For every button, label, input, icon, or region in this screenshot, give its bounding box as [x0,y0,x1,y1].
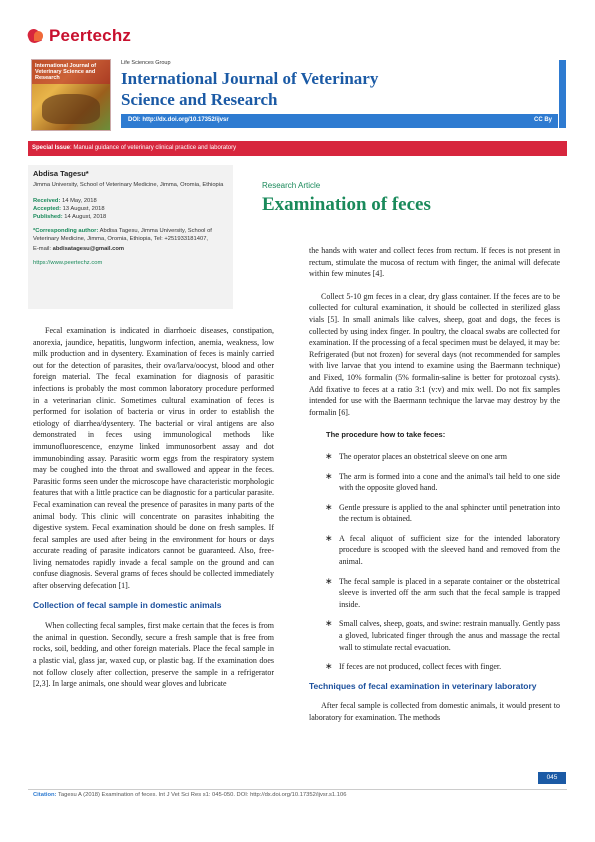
special-issue-text: : Manual guidance of veterinary clinical practice and laboratory [70,144,237,151]
list-item: ∗ The fecal sample is placed in a separate container or the obstetrical sleeve is inverted off the arm such that the fecal sample is trapped inside. [309,576,560,611]
license-badge: CC By [533,117,552,123]
author-info-box [28,165,233,309]
article-type: Research Article [262,181,321,190]
publisher-url-link[interactable]: https://www.peertechz.com [33,260,103,266]
procedure-list [309,451,560,673]
header-accent-stripe [559,60,566,128]
author-email-row: E-mail: abdisatagesu@gmail.com [33,246,125,252]
cover-title: International Journal of Veterinary Science and Research [35,63,97,81]
list-item: ∗ The arm is formed into a cone and the animal's tail held to one side with the opposite gloved hand. [309,471,560,494]
doi-bar [121,114,558,128]
author-affiliation: Jimma University, School of Veterinary Medicine, Jimma, Oromia, Ethiopia [33,182,224,188]
list-item: ∗ Gentle pressure is applied to the anal sphincter until penetration into the rectum is obtained. [309,502,560,525]
publisher-name: Peertechz [49,26,132,45]
list-item: ∗ A fecal aliquot of sufficient size for the intended laboratory procedure is scooped with the sleeved hand and removed from the animal. [309,533,560,568]
list-item: ∗ Small calves, sheep, goats, and swine: restrain manually. Gently pass a gloved, lubricated finger through the anus and massage the rectal wall to stimulate rectal evacuation. [309,618,560,653]
author-email-link[interactable]: abdisatagesu@gmail.com [52,246,125,252]
section-heading-collection: Collection of fecal sample in domestic animals [33,599,222,610]
journal-doi-link[interactable]: DOI: http://dx.doi.org/10.17352/ijvsr [128,117,229,123]
citation-line: Citation: Tagesu A (2018) Examination of feces. Int J Vet Sci Res s1: 045-050. DOI: http://dx.doi.org/10.17352/ijvsr.s1.106 [33,792,347,798]
body-column-left [33,325,274,690]
peertechz-logo-icon [28,27,46,45]
paragraph-intro: Fecal examination is indicated in diarrhoeic diseases, constipation, anorexia, jaundice, hepatitis, lungworm infection, anemia, weakness, low milk production and in dysentery. Examination of feces is mainly carried out for the detection of parasites, their ova/larva/oocyst, blood and other foreign material. The fecal examination for diagnosis of parasitic infections is probably the most common laboratory procedure performed in a veterinarian clinic. Sometimes cultural examination of feces is performed for isolation of bacteria or virus in order to establish the etiology of diarrhea/dysentery. The bacterial or viral antigens are also demonstrated in feces using immunological methods like immunofluorescence, enzyme linked immunosorbent assay and dot immunobinding assay. Parasitic worm eggs from the respiratory system may be coughed into the throat and swallowed and appear in the feces. Parasitic forms seen under the microscope have characteristic morphologic features that with a little practice can be diagnostic for a particular parasite. Fecal examination can reveal the presence of parasites in many parts of the animal body. This clinic will concentrate on parasites inhabiting the digestive system. Fecal examination should be done on fresh samples. If fecal samples are used after being in the environment for hours or days accurate reading of parasite indicators cannot be guaranteed. Also, free- living nematodes rapidly invade a fecal sample on the ground and can confuse diagnosis. Several grams of feces should be collected immediately after observing defecation [1]. [33,326,274,591]
article-dates: Received: 14 May, 2018 Accepted: 13 August, 2018 Published: 14 August, 2018 [33,198,107,220]
paragraph-container: Collect 5-10 gm feces in a clear, dry glass container. If the feces are to be collected for cultural examination, it should be collected in sterilized glass vials [5]. In small animals like calves, sheep, goat and dogs, the feces is collected by using index finger. In poultry, the cloacal swabs are collected for examination. If the processing of a fecal specimen must be delayed, it may be: Refrigerated (but not frozen) for several days (not recommended for samples with live larvae that you intend to examine using the Baermann technique) and Fixed, 10% formalin (5% formalin-saline is better for protozoal cysts). Add fixative to feces at a ratio 3:1 (v:v) and mix well. Do not fix samples intended for use with the Baermann technique the larvae may destroy by the formalin [6]. [309,291,560,417]
author-name: Abdisa Tagesu* [33,169,89,178]
article-title: Examination of feces [262,194,431,215]
page-number: 045 [538,772,566,784]
paragraph-rectum: the hands with water and collect feces from rectum. If feces is not present in rectum, stimulate the mucosa of rectum with finger, the animal will defecate within few minutes [4]. [309,246,560,279]
paragraph-collection: When collecting fecal samples, first make certain that the feces is from the animal in question. Secondly, secure a fresh sample that is free from rocks, soil, bedding, and other foreign materials. Place the fecal sample in a plastic vial, glass jar, waxed cup, or plastic bag. If the examination does not follow closely after collection, preserve the sample in a refrigerator [2,3]. In large animals, one should wear gloves and lubricate [33,621,274,689]
journal-cover-image [31,59,111,131]
list-item: ∗ The operator places an obstetrical sleeve on one arm [309,451,560,463]
list-item: ∗ If feces are not produced, collect feces with finger. [309,661,560,673]
procedure-subheading: The procedure how to take feces: [326,430,446,440]
publisher-logo[interactable] [28,26,131,46]
special-issue-label: Special Issue [32,144,71,151]
section-heading-techniques: Techniques of fecal examination in veterinary laboratory [309,680,537,691]
body-column-right [309,245,560,724]
footer-divider [28,789,567,790]
journal-group: Life Sciences Group [121,60,171,66]
corresponding-author: *Corresponding author: Abdisa Tagesu, Jimma University, School of Veterinary Medicine, Jimma, Oromia, Ethiopia, Tel: +251933181407, [33,228,212,242]
journal-title: International Journal of Veterinary Science and Research [121,69,379,109]
special-issue-banner [28,141,567,156]
paragraph-techniques: After fecal sample is collected from domestic animals, it would present to laboratory for examination. The methods [309,701,560,722]
